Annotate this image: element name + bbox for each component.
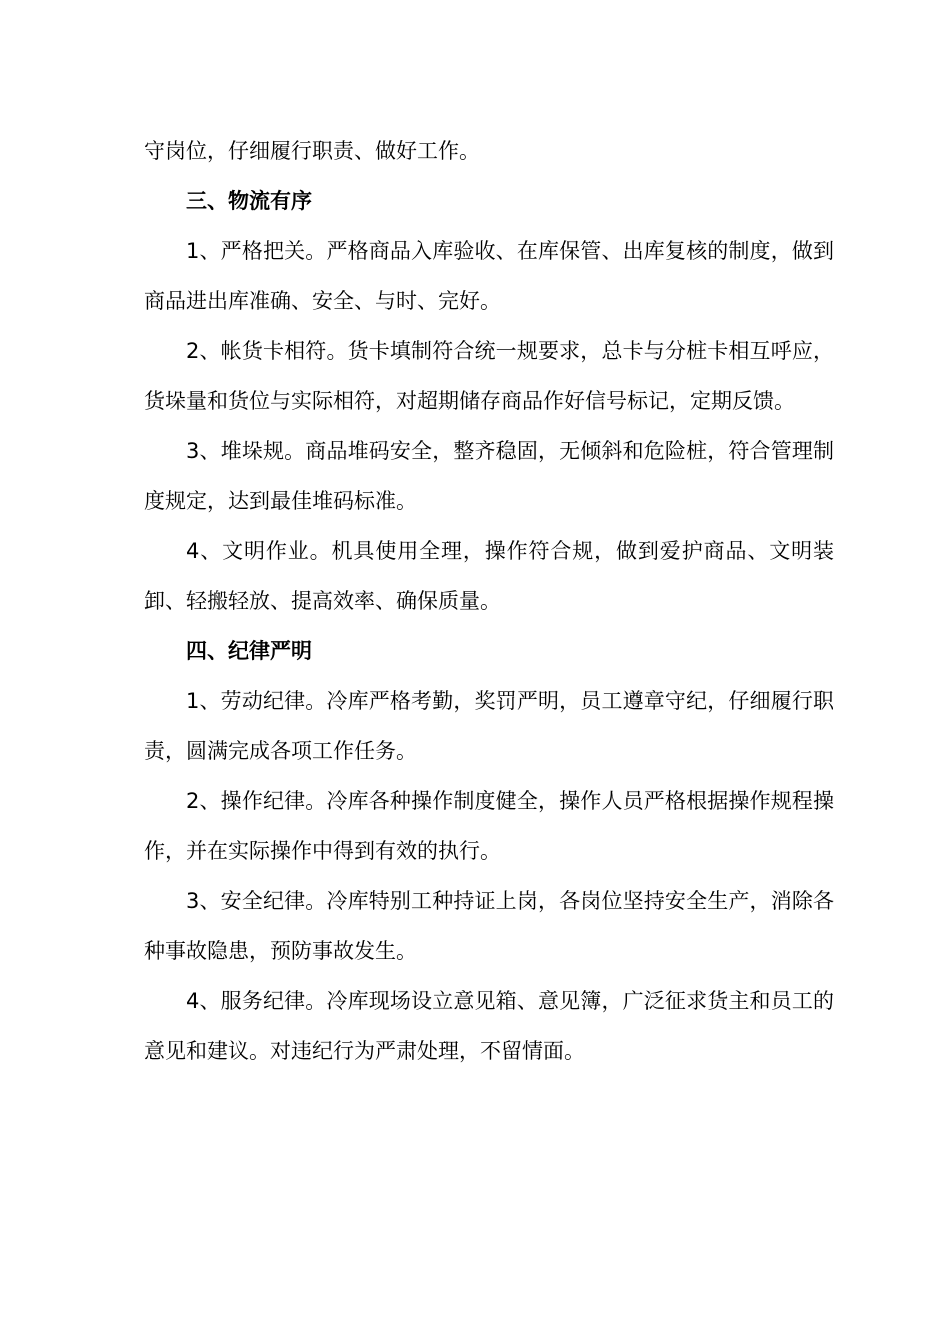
paragraph: 4、文明作业。机具使用全理，操作符合规，做到爱护商品、文明装卸、轻搬轻放、提高效率、确保质量。 <box>144 539 834 613</box>
section-heading: 四、纪律严明 <box>186 639 312 663</box>
paragraph: 4、服务纪律。冷库现场设立意见箱、意见簿，广泛征求货主和员工的意见和建议。对违纪行为严肃处理，不留情面。 <box>144 989 834 1063</box>
section-heading: 三、物流有序 <box>186 189 312 213</box>
section-discipline <box>144 626 834 1076</box>
section-logistics <box>144 176 834 626</box>
paragraph: 1、劳动纪律。冷库严格考勤，奖罚严明，员工遵章守纪，仔细履行职责，圆满完成各项工作任务。 <box>144 689 834 763</box>
paragraph: 3、安全纪律。冷库特别工种持证上岗，各岗位坚持安全生产，消除各种事故隐患，预防事故发生。 <box>144 889 834 963</box>
paragraph: 1、严格把关。严格商品入库验收、在库保管、出库复核的制度，做到商品进出库准确、安全、与时、完好。 <box>144 239 834 313</box>
paragraph: 3、堆垛规。商品堆码安全，整齐稳固，无倾斜和危险桩，符合管理制度规定，达到最佳堆码标准。 <box>144 439 834 513</box>
document-page <box>144 126 834 1076</box>
paragraph: 2、操作纪律。冷库各种操作制度健全，操作人员严格根据操作规程操作，并在实际操作中得到有效的执行。 <box>144 789 834 863</box>
paragraph: 2、帐货卡相符。货卡填制符合统一规要求，总卡与分桩卡相互呼应，货垛量和货位与实际相符，对超期储存商品作好信号标记，定期反馈。 <box>144 339 834 413</box>
continued-paragraph: 守岗位，仔细履行职责、做好工作。 <box>144 139 480 163</box>
